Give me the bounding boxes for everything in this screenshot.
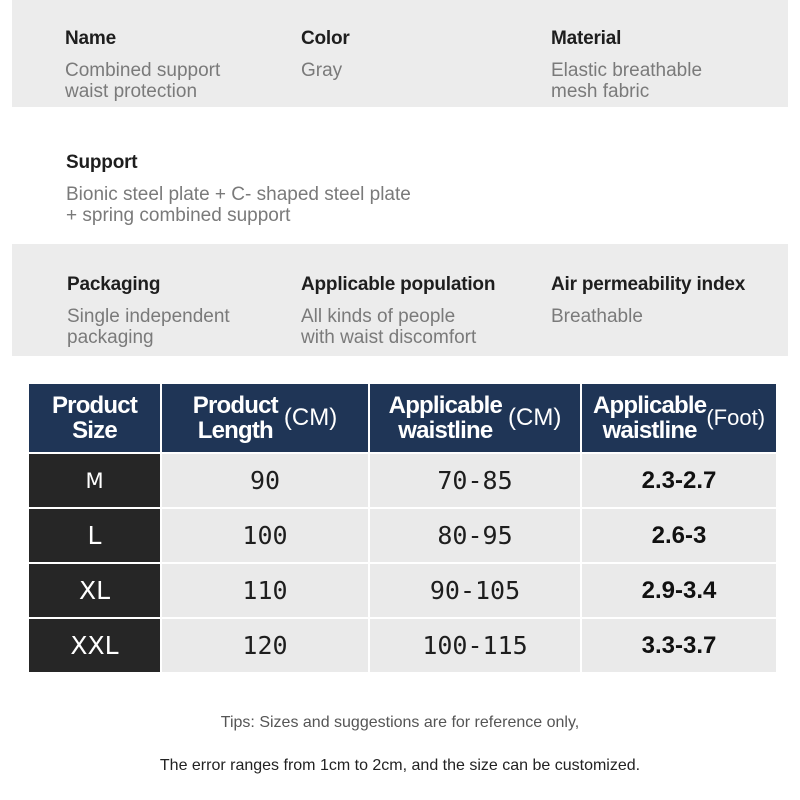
spec-value-line: Elastic breathable <box>551 60 703 81</box>
length-cell: 90 <box>161 453 369 508</box>
spec-packaging <box>67 274 230 348</box>
tip-line-1: Tips: Sizes and suggestions are for reference only, <box>220 714 580 731</box>
spec-band-2 <box>12 107 788 244</box>
table-row <box>28 508 777 563</box>
spec-value-line: waist protection <box>65 81 198 102</box>
spec-label: Support <box>66 152 138 173</box>
size-cell: XXL <box>28 618 161 673</box>
spec-support <box>66 152 411 226</box>
waist-cm-cell: 70-85 <box>369 453 581 508</box>
waist-cm-cell: 80-95 <box>369 508 581 563</box>
spec-value <box>551 60 702 102</box>
header-waistline-foot <box>581 383 777 453</box>
spec-value-line: with waist discomfort <box>301 327 477 348</box>
spec-value <box>301 306 495 348</box>
spec-material <box>551 28 702 102</box>
table-row <box>28 453 777 508</box>
size-cell: XL <box>28 563 161 618</box>
header-unit: (CM) <box>283 404 338 431</box>
length-cell: 110 <box>161 563 369 618</box>
spec-value-line: Gray <box>301 60 343 81</box>
spec-label: Air permeability index <box>551 274 746 295</box>
spec-value <box>67 306 230 348</box>
spec-value-line: Combined support <box>65 60 221 81</box>
header-line: Product <box>51 392 138 419</box>
table-row <box>28 618 777 673</box>
spec-label: Color <box>301 28 350 49</box>
spec-value-line: mesh fabric <box>551 81 650 102</box>
header-product-size <box>28 383 161 453</box>
length-cell: 120 <box>161 618 369 673</box>
size-table-header-row <box>28 383 777 453</box>
header-line: Applicable <box>388 392 503 419</box>
spec-band-1 <box>12 0 788 107</box>
header-unit: (Foot) <box>706 405 766 430</box>
spec-value <box>551 306 745 327</box>
header-line: Product <box>192 392 278 419</box>
spec-label: Applicable population <box>301 274 496 295</box>
spec-value-line: All kinds of people <box>301 306 456 327</box>
size-cell: L <box>28 508 161 563</box>
waist-foot-cell: 2.6-3 <box>581 508 777 563</box>
table-row <box>28 563 777 618</box>
header-waistline-cm <box>369 383 581 453</box>
spec-value <box>65 60 220 102</box>
header-product-length <box>161 383 369 453</box>
spec-label: Material <box>551 28 622 49</box>
spec-air-permeability <box>551 274 745 327</box>
spec-band-3 <box>12 244 788 356</box>
header-line: Size <box>72 417 117 444</box>
header-line: waistline <box>602 417 697 444</box>
size-table <box>27 382 778 674</box>
spec-population <box>301 274 495 348</box>
waist-cm-cell: 100-115 <box>369 618 581 673</box>
tip-line-2: The error ranges from 1cm to 2cm, and the size can be customized. <box>159 757 641 774</box>
header-unit: (CM) <box>508 404 562 431</box>
length-cell: 100 <box>161 508 369 563</box>
spec-label: Packaging <box>67 274 161 295</box>
header-line: Length <box>197 417 273 444</box>
size-cell: M <box>28 453 161 508</box>
spec-value-line: Bionic steel plate + C- shaped steel plate <box>66 184 411 205</box>
waist-foot-cell: 2.3-2.7 <box>581 453 777 508</box>
spec-color <box>301 28 350 81</box>
header-line: Applicable <box>592 392 707 419</box>
spec-value-line: Single independent <box>67 306 230 327</box>
waist-foot-cell: 2.9-3.4 <box>581 563 777 618</box>
spec-name <box>65 28 220 102</box>
spec-label: Name <box>65 28 116 49</box>
waist-cm-cell: 90-105 <box>369 563 581 618</box>
spec-value-line: packaging <box>67 327 154 348</box>
spec-value-line: Breathable <box>551 306 643 327</box>
spec-value-line: + spring combined support <box>66 205 291 226</box>
header-line: waistline <box>398 417 493 444</box>
spec-value <box>66 184 411 226</box>
waist-foot-cell: 3.3-3.7 <box>581 618 777 673</box>
spec-value <box>301 60 350 81</box>
